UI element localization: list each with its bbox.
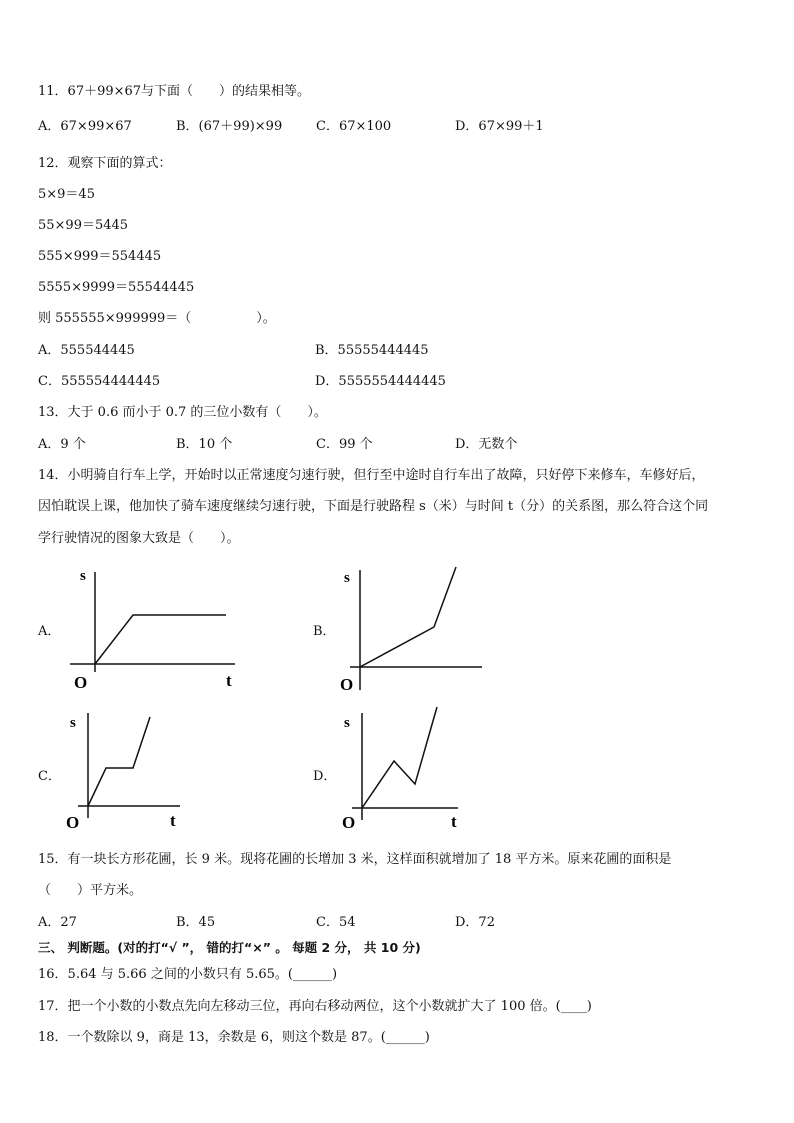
- q12-line-2: 55×99＝5445: [38, 218, 129, 233]
- graph-d-origin: O: [342, 813, 356, 830]
- q12-stem: 12．观察下面的算式：: [38, 156, 172, 171]
- q13-stem: 13．大于 0.6 而小于 0.7 的三位小数有（ ）。: [38, 405, 327, 420]
- q15-option-a: A．27: [38, 915, 77, 930]
- graph-c-t-label: t: [170, 811, 176, 830]
- graph-b-s-label: s: [344, 570, 350, 586]
- q17-text: 17．把一个小数的小数点先向左移动三位，再向右移动两位，这个小数就扩大了 100 倍。(____): [38, 999, 592, 1014]
- graph-a-origin: O: [74, 673, 88, 692]
- q11-stem: 11．67＋99×67与下面（ ）的结果相等。: [38, 84, 311, 99]
- graph-c: [60, 705, 190, 830]
- q15-line-2: （ ）平方米。: [38, 883, 143, 898]
- q12-option-a: A．555544445: [38, 343, 135, 358]
- q11-option-c: C．67×100: [316, 119, 392, 134]
- q12-option-b: B．55555444445: [315, 343, 429, 358]
- q12-option-c: C．555554444445: [38, 374, 161, 389]
- graph-c-label: C．: [38, 769, 61, 784]
- q15-option-c: C．54: [316, 915, 356, 930]
- q13-option-d: D．无数个: [455, 437, 518, 452]
- q14-line-2: 因怕耽误上课，他加快了骑车速度继续匀速行驶，下面是行驶路程 s（米）与时间 t（分）的关系图，那么符合这个同: [38, 499, 709, 514]
- graph-c-origin: O: [66, 813, 80, 830]
- q15-line-1: 15．有一块长方形花圃，长 9 米。现将花圃的长增加 3 米，这样面积就增加了 18 平方米。原来花圃的面积是: [38, 852, 672, 867]
- q13-option-b: B．10 个: [176, 437, 233, 452]
- graph-c-curve: [88, 717, 150, 806]
- q16-text: 16．5.64 与 5.66 之间的小数只有 5.65。(______): [38, 967, 338, 982]
- graph-d-label: D．: [313, 769, 337, 784]
- graph-b-curve: [360, 567, 456, 667]
- graph-c-s-label: s: [70, 715, 76, 731]
- graph-d-s-label: s: [344, 715, 350, 731]
- graph-d: [338, 705, 468, 830]
- q12-line-3: 555×999＝554445: [38, 249, 162, 264]
- graph-a-label: A．: [38, 624, 61, 639]
- q18-text: 18．一个数除以 9，商是 13，余数是 6，则这个数是 87。(______): [38, 1030, 430, 1045]
- q11-option-b: B．(67＋99)×99: [176, 119, 283, 134]
- q12-option-d: D．5555554444445: [315, 374, 446, 389]
- q15-option-d: D．72: [455, 915, 495, 930]
- q13-option-c: C．99 个: [316, 437, 373, 452]
- q12-line-4: 5555×9999＝55544445: [38, 280, 195, 295]
- graph-b: [330, 560, 490, 695]
- graph-a-curve: [95, 615, 226, 664]
- q15-option-b: B．45: [176, 915, 216, 930]
- graph-a: [60, 560, 260, 695]
- graph-d-t-label: t: [451, 812, 457, 830]
- q12-ask: 则 555555×999999＝（ ）。: [38, 311, 276, 326]
- section-3-title: 三、 判断题。(对的打“√ ”， 错的打“×” 。 每题 2 分， 共 10 分): [38, 940, 421, 955]
- q11-option-a: A．67×99×67: [38, 119, 132, 134]
- q11-option-d: D．67×99＋1: [455, 119, 544, 134]
- q14-line-3: 学行驶情况的图象大致是（ ）。: [38, 531, 240, 546]
- q14-line-1: 14．小明骑自行车上学，开始时以正常速度匀速行驶，但行至中途时自行车出了故障，只好停下来修车，车修好后，: [38, 468, 705, 483]
- q12-line-1: 5×9＝45: [38, 187, 95, 202]
- q13-option-a: A．9 个: [38, 437, 86, 452]
- graph-a-s-label: s: [80, 568, 86, 584]
- graph-a-t-label: t: [226, 671, 232, 690]
- graph-b-label: B．: [313, 624, 336, 639]
- graph-d-curve: [362, 707, 437, 808]
- graph-b-origin: O: [340, 675, 354, 694]
